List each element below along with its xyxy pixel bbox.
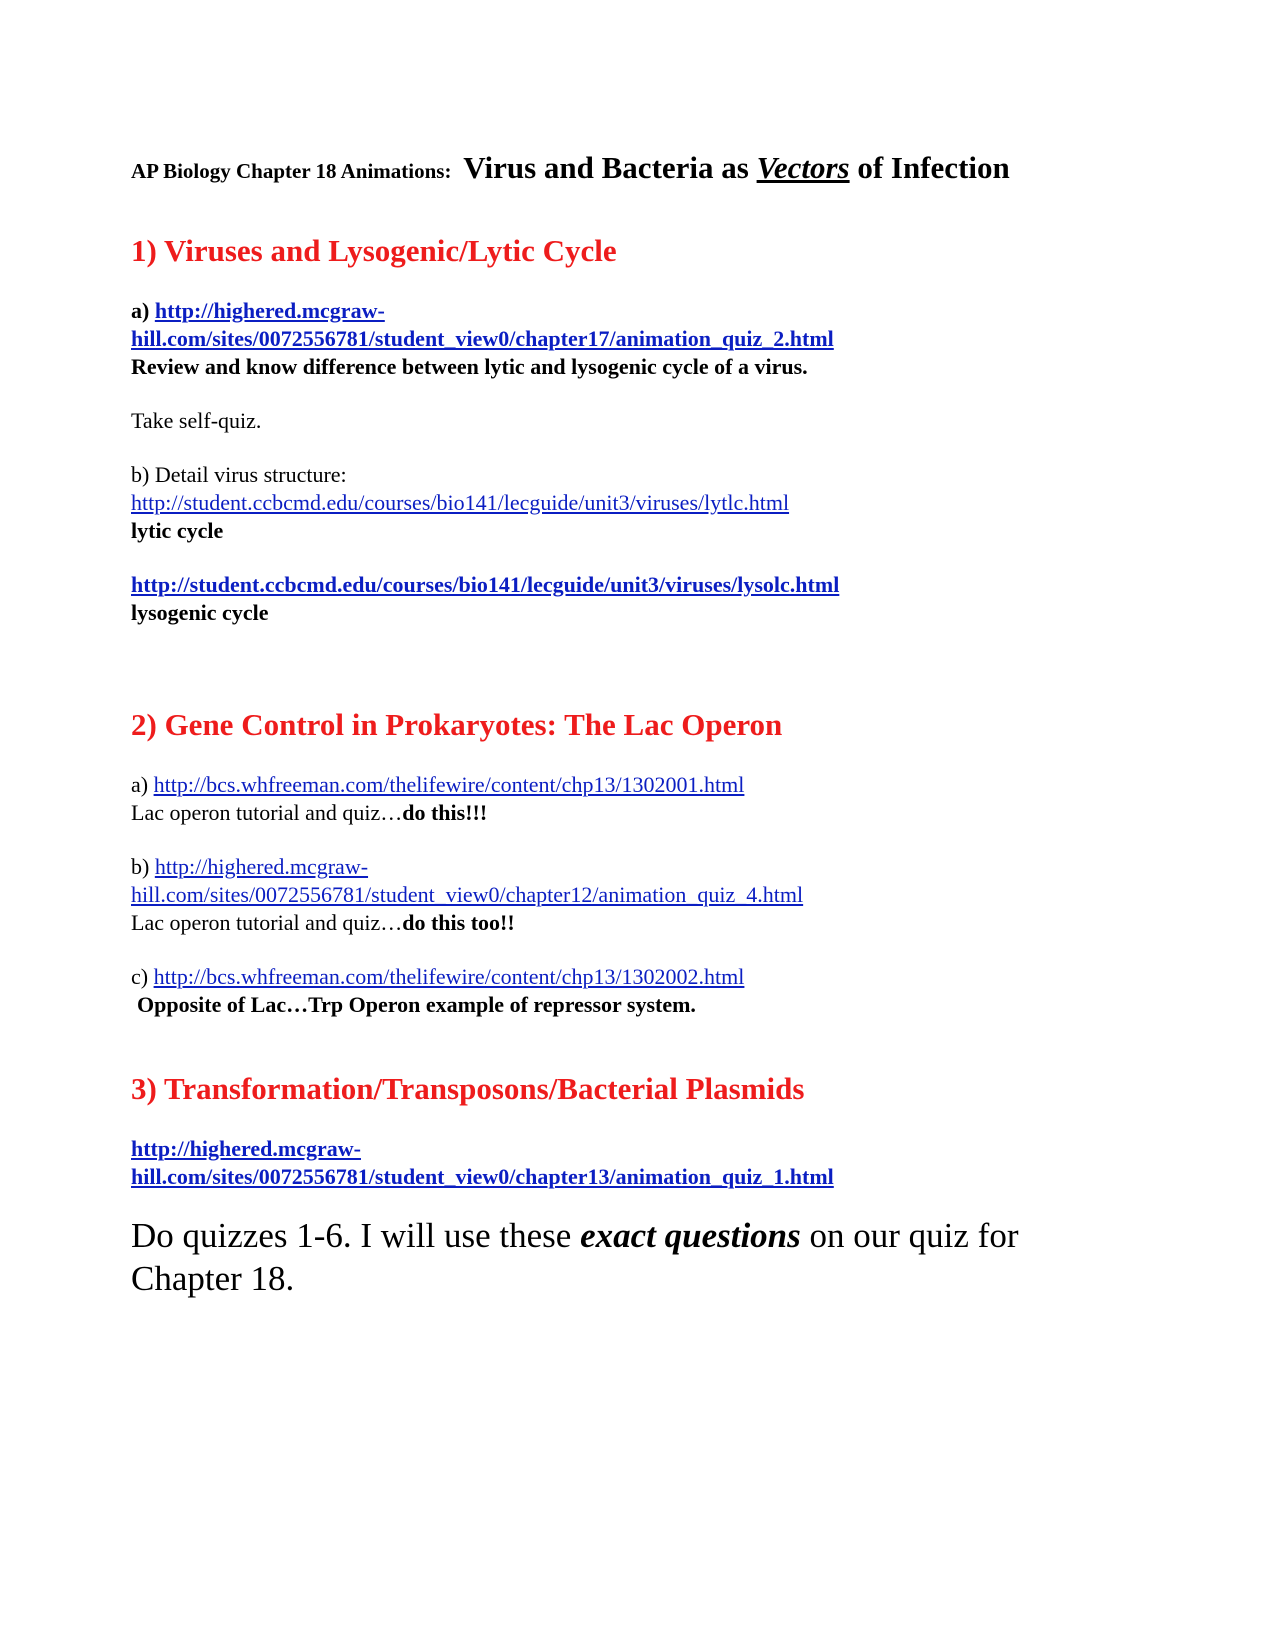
section3-heading: 3) Transformation/Transposons/Bacterial Plasmids xyxy=(131,1071,805,1106)
section1-b-line2 xyxy=(131,571,839,599)
section1-a-line2 xyxy=(131,325,834,353)
section2-c-description: Opposite of Lac…Trp Operon example of repressor system. xyxy=(137,992,696,1017)
section2-a-desc-text: Lac operon tutorial and quiz… xyxy=(131,800,403,825)
section1-b-intro: b) Detail virus structure: xyxy=(131,462,347,487)
title-main: Virus and Bacteria as xyxy=(463,150,749,185)
section2-b-emphasis: do this too!! xyxy=(402,910,515,935)
title-vectors-emphasis: Vectors xyxy=(756,150,850,185)
title-prefix: AP Biology Chapter 18 Animations: xyxy=(131,159,452,183)
section1-a-link-part1[interactable]: http://highered.mcgraw- xyxy=(154,298,385,323)
section1-a-description: Review and know difference between lytic and lysogenic cycle of a virus. xyxy=(131,354,808,379)
section2-c-line xyxy=(131,963,744,991)
lysogenic-cycle-link[interactable]: http://student.ccbcmd.edu/courses/bio141/lecguide/unit3/viruses/lysolc.html xyxy=(131,572,840,597)
section2-b-description xyxy=(131,909,515,937)
closing-emphasis: exact questions xyxy=(580,1216,801,1255)
section1-a-line1 xyxy=(131,297,385,325)
section2-a-link[interactable]: http://bcs.whfreeman.com/thelifewire/content/chp13/1302001.html xyxy=(153,772,745,797)
section2-a-description xyxy=(131,799,487,827)
section2-a-marker: a) xyxy=(131,772,149,797)
section2-b-link-part1[interactable]: http://highered.mcgraw- xyxy=(154,854,369,879)
section2-b-desc-text: Lac operon tutorial and quiz… xyxy=(131,910,403,935)
section1-quiz-note: Take self-quiz. xyxy=(131,408,262,433)
section2-a-line xyxy=(131,771,744,799)
section2-b-line1 xyxy=(131,853,368,881)
closing-text-start: Do quizzes 1-6. I will use these xyxy=(131,1216,572,1255)
section1-a-marker: a) xyxy=(131,298,150,323)
section3-link-line1 xyxy=(131,1135,361,1163)
section1-heading: 1) Viruses and Lysogenic/Lytic Cycle xyxy=(131,233,617,268)
section3-link-line2 xyxy=(131,1163,834,1191)
section2-a-emphasis: do this!!! xyxy=(402,800,488,825)
lysogenic-cycle-label: lysogenic cycle xyxy=(131,600,269,625)
lytic-cycle-link[interactable]: http://student.ccbcmd.edu/courses/bio141/lecguide/unit3/viruses/lytlc.html xyxy=(131,490,790,515)
closing-line2: Chapter 18. xyxy=(131,1259,295,1298)
section2-c-link[interactable]: http://bcs.whfreeman.com/thelifewire/content/chp13/1302002.html xyxy=(153,964,745,989)
closing-text-end: on our quiz for xyxy=(809,1216,1019,1255)
closing-line1 xyxy=(131,1214,1019,1257)
section2-b-line2 xyxy=(131,881,803,909)
section2-b-link-part2[interactable]: hill.com/sites/0072556781/student_view0/chapter12/animation_quiz_4.html xyxy=(131,882,804,907)
section1-b-line1 xyxy=(131,489,789,517)
section2-b-marker: b) xyxy=(131,854,150,879)
section3-link-part2[interactable]: hill.com/sites/0072556781/student_view0/chapter13/animation_quiz_1.html xyxy=(131,1164,834,1189)
lytic-cycle-label: lytic cycle xyxy=(131,518,224,543)
section2-heading: 2) Gene Control in Prokaryotes: The Lac Operon xyxy=(131,707,783,742)
section3-link-part1[interactable]: http://highered.mcgraw- xyxy=(131,1136,361,1161)
section2-c-marker: c) xyxy=(131,964,149,989)
section1-a-link-part2[interactable]: hill.com/sites/0072556781/student_view0/chapter17/animation_quiz_2.html xyxy=(131,326,834,351)
page-title xyxy=(131,150,1010,186)
title-main-end: of Infection xyxy=(857,150,1010,185)
